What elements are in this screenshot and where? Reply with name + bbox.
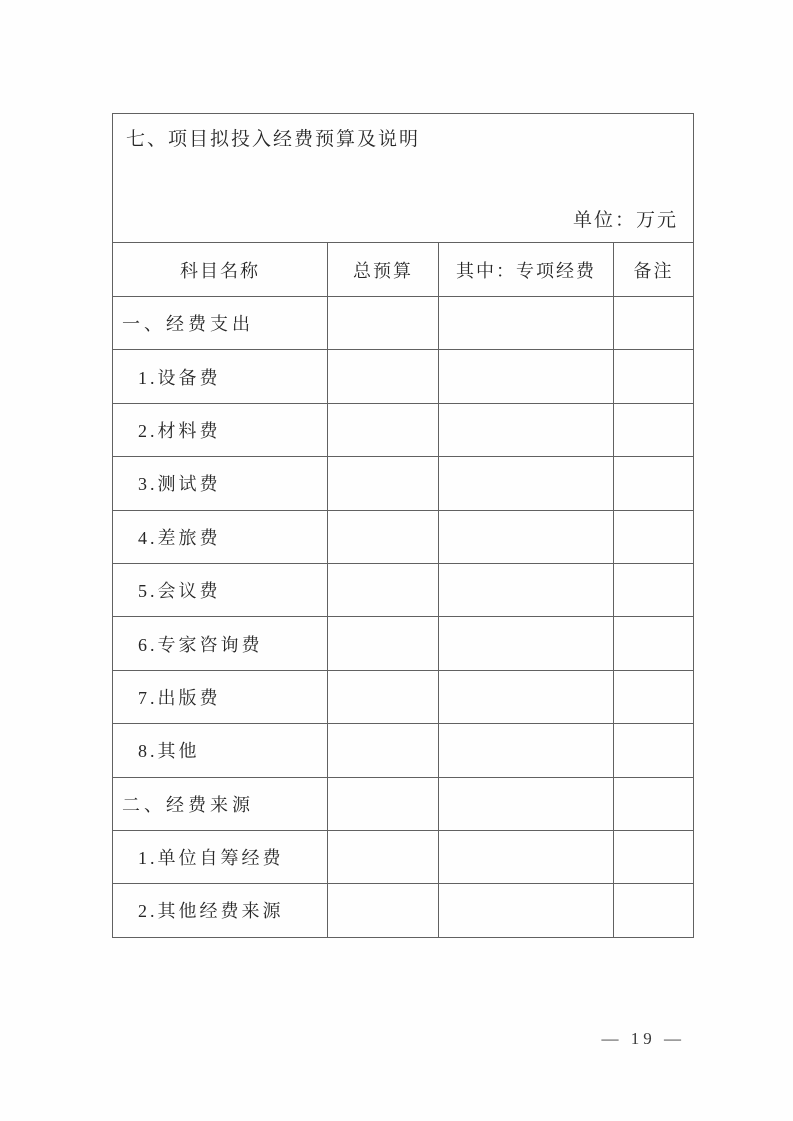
note-cell: [614, 297, 694, 350]
table-title-cell: [113, 114, 694, 243]
table-header-row: [113, 243, 694, 297]
special-funds-cell: [439, 724, 614, 777]
budget-table: [112, 113, 694, 938]
note-cell: [614, 350, 694, 403]
special-funds-cell: [439, 510, 614, 563]
row-label: 5.会议费: [113, 563, 328, 616]
table-row: [113, 884, 694, 937]
row-label: 4.差旅费: [113, 510, 328, 563]
row-label: 2.其他经费来源: [113, 884, 328, 937]
column-header-special-funds: 其中：专项经费: [439, 243, 614, 297]
special-funds-cell: [439, 777, 614, 830]
special-funds-cell: [439, 457, 614, 510]
table-row: [113, 297, 694, 350]
table-row: [113, 457, 694, 510]
special-funds-cell: [439, 297, 614, 350]
row-label: 2.材料费: [113, 403, 328, 456]
page-number: — 19 —: [601, 1029, 685, 1048]
row-label: 3.测试费: [113, 457, 328, 510]
note-cell: [614, 403, 694, 456]
special-funds-cell: [439, 830, 614, 883]
special-funds-cell: [439, 563, 614, 616]
row-label: 一、经费支出: [113, 297, 328, 350]
table-row: [113, 350, 694, 403]
row-label: 二、经费来源: [113, 777, 328, 830]
special-funds-cell: [439, 350, 614, 403]
column-header-notes: 备注: [614, 243, 694, 297]
total-budget-cell: [328, 297, 439, 350]
special-funds-cell: [439, 670, 614, 723]
total-budget-cell: [328, 884, 439, 937]
table-row: [113, 403, 694, 456]
column-header-subject: 科目名称: [113, 243, 328, 297]
row-label: 1.单位自筹经费: [113, 830, 328, 883]
section-title: 七、项目拟投入经费预算及说明: [126, 129, 421, 150]
column-header-total-budget: 总预算: [328, 243, 439, 297]
table-row: [113, 830, 694, 883]
total-budget-cell: [328, 617, 439, 670]
total-budget-cell: [328, 510, 439, 563]
table-row: [113, 563, 694, 616]
note-cell: [614, 830, 694, 883]
row-label: 6.专家咨询费: [113, 617, 328, 670]
special-funds-cell: [439, 884, 614, 937]
note-cell: [614, 510, 694, 563]
row-label: 7.出版费: [113, 670, 328, 723]
note-cell: [614, 670, 694, 723]
note-cell: [614, 563, 694, 616]
note-cell: [614, 884, 694, 937]
table-row: [113, 617, 694, 670]
note-cell: [614, 724, 694, 777]
note-cell: [614, 457, 694, 510]
row-label: 8.其他: [113, 724, 328, 777]
total-budget-cell: [328, 830, 439, 883]
total-budget-cell: [328, 403, 439, 456]
table-row: [113, 777, 694, 830]
table-row: [113, 510, 694, 563]
note-cell: [614, 617, 694, 670]
table-row: [113, 724, 694, 777]
total-budget-cell: [328, 670, 439, 723]
total-budget-cell: [328, 563, 439, 616]
table-row: [113, 670, 694, 723]
total-budget-cell: [328, 724, 439, 777]
note-cell: [614, 777, 694, 830]
special-funds-cell: [439, 403, 614, 456]
row-label: 1.设备费: [113, 350, 328, 403]
total-budget-cell: [328, 777, 439, 830]
total-budget-cell: [328, 457, 439, 510]
unit-label: 单位：万元: [572, 210, 678, 231]
table-title-row: [113, 114, 694, 243]
special-funds-cell: [439, 617, 614, 670]
total-budget-cell: [328, 350, 439, 403]
